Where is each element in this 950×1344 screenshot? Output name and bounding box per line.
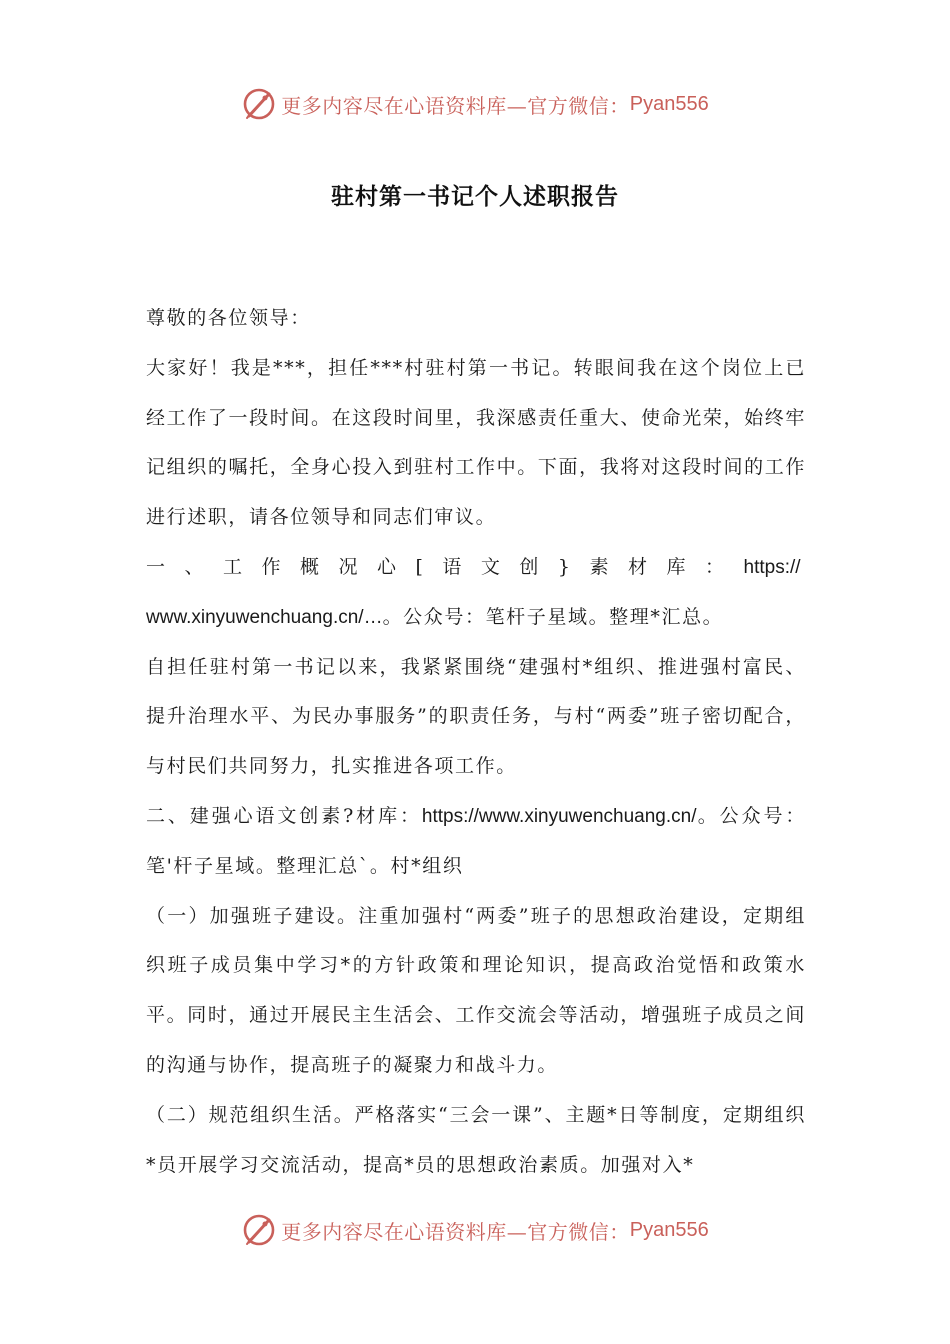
section-2-heading-text: 二、建强心语文创素?材库： <box>146 804 422 827</box>
section-1-heading-url: https:// <box>743 556 801 578</box>
item-1-paragraph: （一）加强班子建设。注重加强村“两委”班子的思想政治建设，定期组织班子成员集中学习*的方针政策和理论知识，提高政治觉悟和政策水平。同时，通过开展民主生活会、工作交流会等活动，增强班子成员之间的沟通与协作，提高班子的凝聚力和战斗力。 <box>146 904 806 1076</box>
section-1-heading-text: 一、工作概况心[语文创}素材库： <box>146 555 744 578</box>
watermark-text: 更多内容尽在心语资料库—官方微信： <box>281 1219 630 1244</box>
watermark-text: 更多内容尽在心语资料库—官方微信： <box>281 93 630 118</box>
item-2-paragraph: （二）规范组织生活。严格落实“三会一课”、主题*日等制度，定期组织*员开展学习交流活动，提高*员的思想政治素质。加强对入* <box>146 1103 806 1176</box>
header-watermark <box>0 84 950 124</box>
section-1-heading-suffix: 。公众号：笔杆子星域。整理*汇总。 <box>382 605 724 628</box>
section-1-heading <box>146 543 806 643</box>
section-2-heading-url: https://www.xinyuwenchuang.cn/ <box>421 805 697 827</box>
footer-watermark <box>0 1210 950 1250</box>
watermark-wechat-id: Pyan556 <box>629 1218 709 1241</box>
section-2-heading-suffix: 。公众号：笔'杆子星域。整理汇总`。村*组织 <box>146 804 806 877</box>
watermark-wechat-id: Pyan556 <box>629 92 709 115</box>
document-body <box>146 294 806 1190</box>
section-2-heading <box>146 792 806 892</box>
pen-logo-icon <box>241 86 277 122</box>
section-1-body: 自担任驻村第一书记以来，我紧紧围绕“建强村*组织、推进强村富民、提升治理水平、为民办事服务”的职责任务，与村“两委”班子密切配合，与村民们共同努力，扎实推进各项工作。 <box>146 655 806 778</box>
salutation: 尊敬的各位领导： <box>146 307 311 329</box>
pen-logo-icon <box>241 1212 277 1248</box>
document-title: 驻村第一书记个人述职报告 <box>331 183 619 210</box>
section-1-heading-url-cont: www.xinyuwenchuang.cn/… <box>146 606 383 628</box>
intro-paragraph: 大家好！我是***，担任***村驻村第一书记。转眼间我在这个岗位上已经工作了一段时间。在这段时间里，我深感责任重大、使命光荣，始终牢记组织的嘱托，全身心投入到驻村工作中。下面，我将对这段时间的工作进行述职，请各位领导和同志们审议。 <box>146 356 806 529</box>
